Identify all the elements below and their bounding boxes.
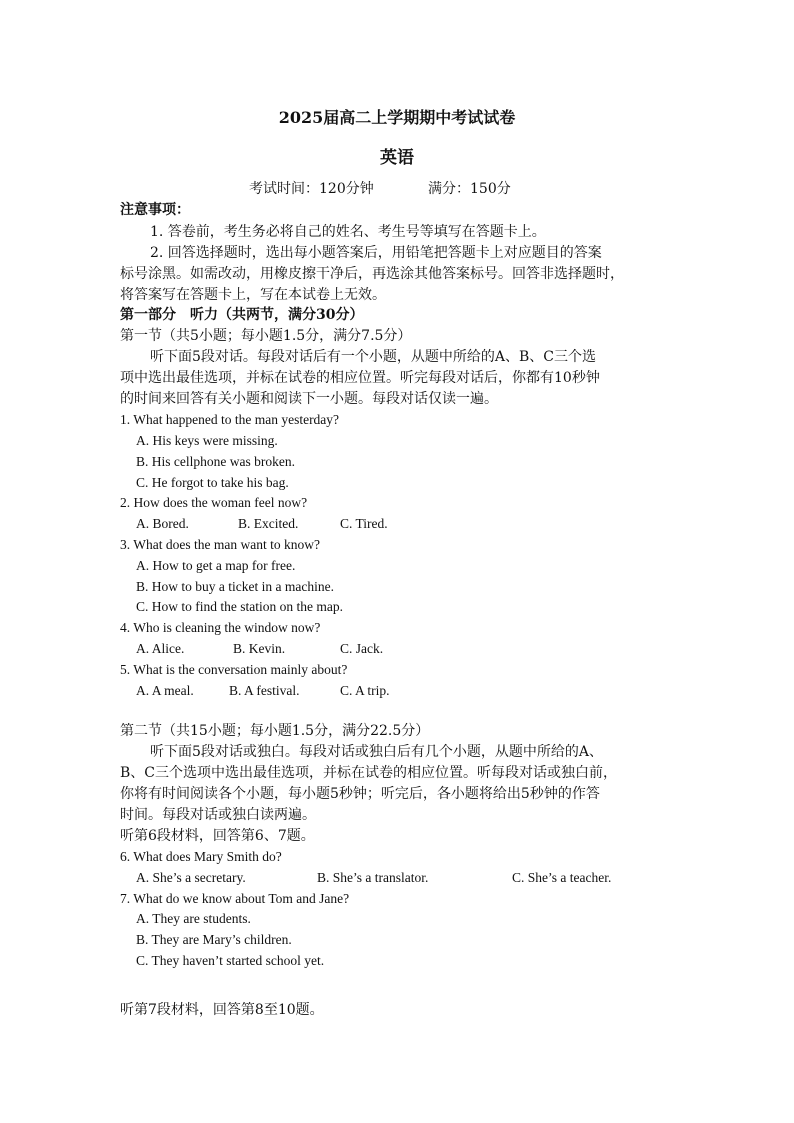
notice-item-2-line-1: 2. 回答选择题时，选出每小题答案后，用铅笔把答题卡上对应题目的答案 xyxy=(150,245,602,261)
question-6-option-b: B. She’s a translator. xyxy=(317,870,429,885)
question-7-option-c: C. They haven’t started school yet. xyxy=(136,953,325,968)
question-2-stem: 2. How does the woman feel now? xyxy=(120,495,308,510)
question-2-option-a: A. Bored. xyxy=(136,516,189,531)
question-2-option-b: B. Excited. xyxy=(238,516,299,531)
question-1-option-b: B. His cellphone was broken. xyxy=(136,454,295,469)
question-4-option-b: B. Kevin. xyxy=(233,641,286,656)
question-4-option-a: A. Alice. xyxy=(136,641,185,656)
notice-item-2-line-2: 标号涂黑。如需改动，用橡皮擦干净后，再选涂其他答案标号。回答非选择题时， xyxy=(120,266,624,282)
question-6-option-c: C. She’s a teacher. xyxy=(512,870,612,885)
question-6-stem: 6. What does Mary Smith do? xyxy=(120,849,282,864)
part1-heading: 第一部分 听力（共两节，满分30分） xyxy=(120,307,364,323)
question-3-stem: 3. What does the man want to know? xyxy=(120,537,320,552)
question-6-option-a: A. She’s a secretary. xyxy=(136,870,246,885)
question-3-option-b: B. How to buy a ticket in a machine. xyxy=(136,579,334,594)
section2-instruction-line-4: 时间。每段对话或独白读两遍。 xyxy=(120,807,316,823)
question-5-option-b: B. A festival. xyxy=(229,683,300,698)
section2-instruction-line-2: B、C三个选项中选出最佳选项，并标在试卷的相应位置。听每段对话或独白前， xyxy=(120,765,617,781)
notice-heading: 注意事项： xyxy=(120,202,190,218)
question-1-option-c: C. He forgot to take his bag. xyxy=(136,475,289,490)
exam-title: 2025届高二上学期期中考试试卷 xyxy=(278,108,516,127)
question-7-option-a: A. They are students. xyxy=(136,911,251,926)
section1-heading: 第一节（共5小题；每小题1.5分，满分7.5分） xyxy=(120,328,412,344)
question-4-option-c: C. Jack. xyxy=(340,641,384,656)
exam-time: 考试时间：120分钟 xyxy=(249,181,374,197)
question-3-option-c: C. How to find the station on the map. xyxy=(136,599,343,614)
question-1-option-a: A. His keys were missing. xyxy=(136,433,278,448)
notice-item-1: 1. 答卷前，考生务必将自己的姓名、考生号等填写在答题卡上。 xyxy=(150,224,546,240)
full-score: 满分：150分 xyxy=(428,181,511,197)
question-4-stem: 4. Who is cleaning the window now? xyxy=(120,620,321,635)
section2-instruction-line-3: 你将有时间阅读各个小题，每小题5秒钟；听完后，各小题将给出5秒钟的作答 xyxy=(120,786,600,802)
question-3-option-a: A. How to get a map for free. xyxy=(136,558,296,573)
notice-item-2-line-3: 将答案写在答题卡上，写在本试卷上无效。 xyxy=(120,287,386,303)
subject-title: 英语 xyxy=(380,148,414,168)
material-7-note: 听第7段材料，回答第8至10题。 xyxy=(120,1002,324,1018)
question-5-option-c: C. A trip. xyxy=(340,683,390,698)
section1-instruction-line-2: 项中选出最佳选项，并标在试卷的相应位置。听完每段对话后，你都有10秒钟 xyxy=(120,370,600,386)
question-7-option-b: B. They are Mary’s children. xyxy=(136,932,292,947)
question-5-stem: 5. What is the conversation mainly about? xyxy=(120,662,348,677)
section2-instruction-line-1: 听下面5段对话或独白。每段对话或独白后有几个小题，从题中所给的A、 xyxy=(150,744,604,760)
question-5-option-a: A. A meal. xyxy=(136,683,194,698)
section1-instruction-line-1: 听下面5段对话。每段对话后有一个小题，从题中所给的A、B、C三个选 xyxy=(150,349,597,365)
question-1-stem: 1. What happened to the man yesterday? xyxy=(120,412,340,427)
section2-heading: 第二节（共15小题；每小题1.5分，满分22.5分） xyxy=(120,723,430,739)
question-2-option-c: C. Tired. xyxy=(340,516,388,531)
material-6-note: 听第6段材料，回答第6、7题。 xyxy=(120,828,315,844)
question-7-stem: 7. What do we know about Tom and Jane? xyxy=(120,891,350,906)
section1-instruction-line-3: 的时间来回答有关小题和阅读下一小题。每段对话仅读一遍。 xyxy=(120,391,498,407)
